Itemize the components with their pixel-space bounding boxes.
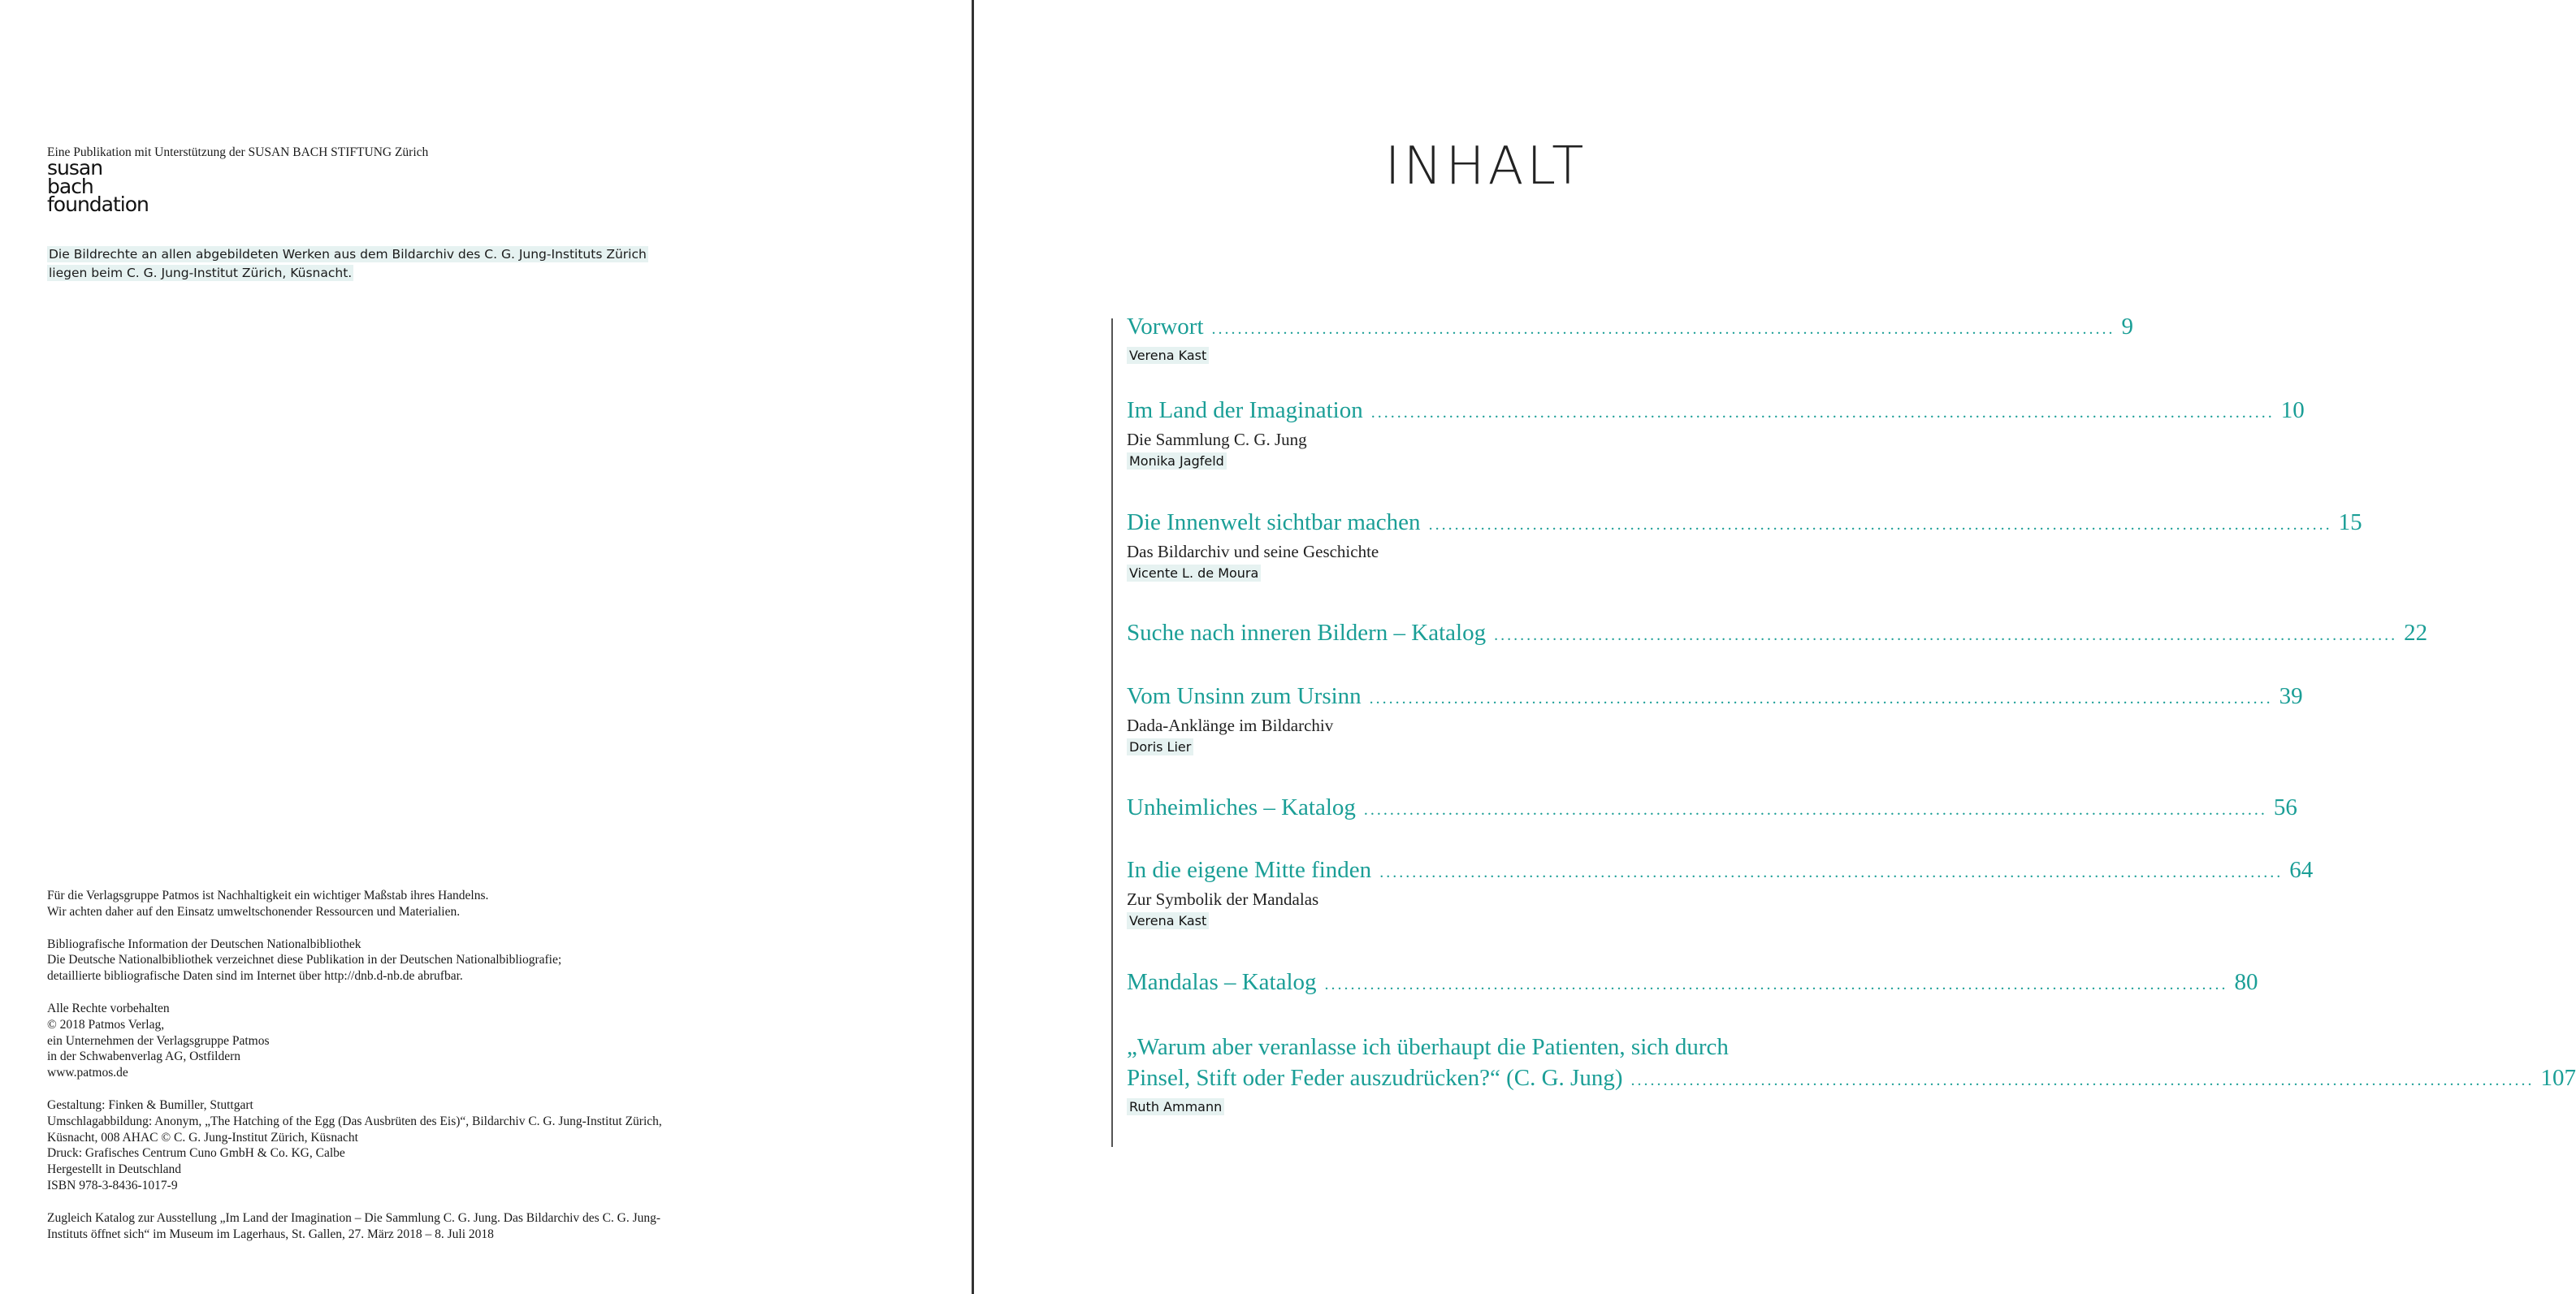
imprint-line: in der Schwabenverlag AG, Ostfildern (47, 1049, 241, 1064)
imprint-block (47, 937, 662, 985)
toc-entry-title: Mandalas – Katalog (1127, 969, 1317, 995)
toc-entry-title: „Warum aber veranlasse ich überhaupt die Patienten, sich durch (1127, 1034, 1729, 1060)
imprint-line: Gestaltung: Finken & Bumiller, Stuttgart (47, 1097, 253, 1112)
toc-entry-subtitle: Dada-Anklänge im Bildarchiv (1127, 716, 1334, 735)
susan-bach-foundation-logo (47, 156, 149, 216)
imprint-block (47, 1210, 662, 1243)
toc-title: INHALT (1384, 136, 1587, 197)
toc-entry-author: Monika Jagfeld (1127, 452, 1227, 470)
toc-entry-author-row (1127, 453, 1908, 469)
toc-page-number: 39 (2279, 683, 2303, 709)
dot-leader: ........................................................................................................................................... (1379, 863, 2284, 881)
toc-vertical-rule (1111, 318, 1113, 1147)
toc-entry-line (1127, 967, 2258, 1000)
imprint-line: www.patmos.de (47, 1066, 128, 1080)
imprint-line: Hergestellt in Deutschland (47, 1162, 182, 1177)
imprint-line: Für die Verlagsgruppe Patmos ist Nachhaltigkeit ein wichtiger Maßstab ihres Handelns. (47, 889, 489, 902)
dot-leader: ........................................................................................................................................... (1370, 404, 2275, 422)
toc-page-number: 10 (2280, 397, 2305, 423)
imprint (47, 888, 662, 1258)
toc-entry-author-row (1127, 565, 1908, 581)
toc-entry-title: Vom Unsinn zum Ursinn (1127, 683, 1362, 709)
imprint-line: Küsnacht, 008 AHAC © C. G. Jung-Institut Zürich, Küsnacht (47, 1130, 358, 1145)
logo-line: foundation (47, 193, 149, 216)
publication-note: Eine Publikation mit Unterstützung der SUSAN BACH STIFTUNG Zürich (47, 145, 429, 159)
imprint-line: ISBN 978-3-8436-1017-9 (47, 1178, 178, 1192)
dot-leader: ........................................................................................................................................... (1630, 1071, 2535, 1089)
imprint-line: Die Deutsche Nationalbibliothek verzeichnet diese Publikation in der Deutschen Nationalbibliografie; (47, 953, 562, 967)
toc-entry-title: Die Innenwelt sichtbar machen (1127, 509, 1421, 535)
toc-entry-author-row (1127, 348, 1908, 363)
toc-entry-line (1127, 507, 2362, 540)
dot-leader: ........................................................................................................................................... (1428, 516, 2332, 534)
right-page (974, 0, 2576, 1294)
toc-entry-line (1127, 855, 2314, 888)
toc-entry[interactable] (1127, 681, 2303, 755)
toc-entry-subtitle: Die Sammlung C. G. Jung (1127, 430, 1307, 449)
rights-line: liegen beim C. G. Jung-Institut Zürich, Küsnacht. (49, 266, 353, 280)
imprint-line: Wir achten daher auf den Einsatz umweltschonender Ressourcen und Materialien. (47, 904, 461, 919)
left-page (0, 0, 972, 1294)
imprint-block (47, 1001, 662, 1081)
imprint-line: Bibliografische Information der Deutschen Nationalbibliothek (47, 937, 362, 951)
toc-page-number: 107 (2540, 1065, 2576, 1091)
toc-entry-author: Verena Kast (1127, 347, 1209, 364)
imprint-line: Zugleich Katalog zur Ausstellung „Im Land der Imagination – Die Sammlung C. G. Jung. Das Bildarchiv des C. G. Jung- (47, 1210, 661, 1225)
logo-line: susan (47, 156, 103, 180)
imprint-line: Alle Rechte vorbehalten (47, 1001, 170, 1015)
logo-line: bach (47, 174, 93, 198)
dot-leader: ........................................................................................................................................... (1369, 690, 2273, 708)
toc-entry-line (1127, 681, 2303, 714)
toc-page-number: 15 (2338, 509, 2362, 535)
imprint-line: © 2018 Patmos Verlag, (47, 1017, 165, 1032)
imprint-block (47, 1097, 662, 1194)
toc-entry-author: Doris Lier (1127, 738, 1193, 755)
dot-leader: ........................................................................................................................................... (1494, 626, 2398, 644)
toc-entry[interactable] (1127, 967, 2258, 1000)
rights-line: Die Bildrechte an allen abgebildeten Werken aus dem Bildarchiv des C. G. Jung-Instituts Zürich (49, 247, 647, 262)
toc-entry-line (1127, 395, 2305, 428)
imprint-line: ein Unternehmen der Verlagsgruppe Patmos (47, 1033, 270, 1048)
toc-entry[interactable] (1127, 507, 2362, 581)
toc-entry-title: Suche nach inneren Bildern – Katalog (1127, 620, 1487, 646)
toc-entry-line (1127, 617, 2428, 651)
imprint-line: Umschlagabbildung: Anonym, „The Hatching of the Egg (Das Ausbrüten des Eis)“, Bildarchiv C. G. Jung-Institut Zürich, (47, 1114, 662, 1128)
toc-entry-author: Vicente L. de Moura (1127, 565, 1261, 582)
toc-page-number: 80 (2234, 969, 2258, 995)
toc-entry-line (1127, 792, 2297, 825)
toc-page-number: 56 (2273, 794, 2297, 820)
toc-entry[interactable] (1127, 855, 2314, 928)
toc-entry-subtitle: Das Bildarchiv und seine Geschichte (1127, 542, 1379, 561)
toc-page-number: 64 (2289, 857, 2314, 883)
toc-entry-title: Vorwort (1127, 314, 1204, 340)
toc-entry-author-row (1127, 913, 1908, 928)
image-rights-note (47, 245, 648, 283)
toc-entry[interactable] (1127, 311, 2134, 363)
imprint-line: Druck: Grafisches Centrum Cuno GmbH & Co. KG, Calbe (47, 1146, 345, 1161)
imprint-line: detaillierte bibliografische Daten sind im Internet über http://dnb.d-nb.de abrufbar. (47, 969, 463, 984)
toc-entry-author-row (1127, 739, 1908, 755)
toc-entry-author-row (1127, 1099, 1908, 1114)
imprint-line: Instituts öffnet sich“ im Museum im Lagerhaus, St. Gallen, 27. März 2018 – 8. Juli 2018 (47, 1227, 494, 1241)
toc-page-number: 9 (2121, 314, 2134, 340)
toc-entry-title: Unheimliches – Katalog (1127, 794, 1356, 820)
toc-entry-title: Im Land der Imagination (1127, 397, 1363, 423)
dot-leader: ........................................................................................................................................... (1211, 320, 2115, 338)
toc-entry-author: Verena Kast (1127, 912, 1209, 929)
dot-leader: ........................................................................................................................................... (1363, 801, 2267, 819)
toc-entry-subtitle: Zur Symbolik der Mandalas (1127, 889, 1319, 909)
toc-entry[interactable] (1127, 1032, 2576, 1114)
toc-entry[interactable] (1127, 617, 2428, 651)
toc-entry[interactable] (1127, 395, 2305, 469)
toc-page-number: 22 (2404, 620, 2428, 646)
toc-entry-title: Pinsel, Stift oder Feder auszudrücken?“ (C. G. Jung) (1127, 1065, 1623, 1091)
imprint-block (47, 888, 662, 920)
toc-entry-line (1127, 1062, 2576, 1096)
toc-entry-title: In die eigene Mitte finden (1127, 857, 1372, 883)
toc-entry-author: Ruth Ammann (1127, 1098, 1224, 1115)
toc-entry[interactable] (1127, 792, 2297, 825)
toc-entry-line (1127, 311, 2134, 344)
dot-leader: ........................................................................................................................................... (1324, 976, 2228, 993)
